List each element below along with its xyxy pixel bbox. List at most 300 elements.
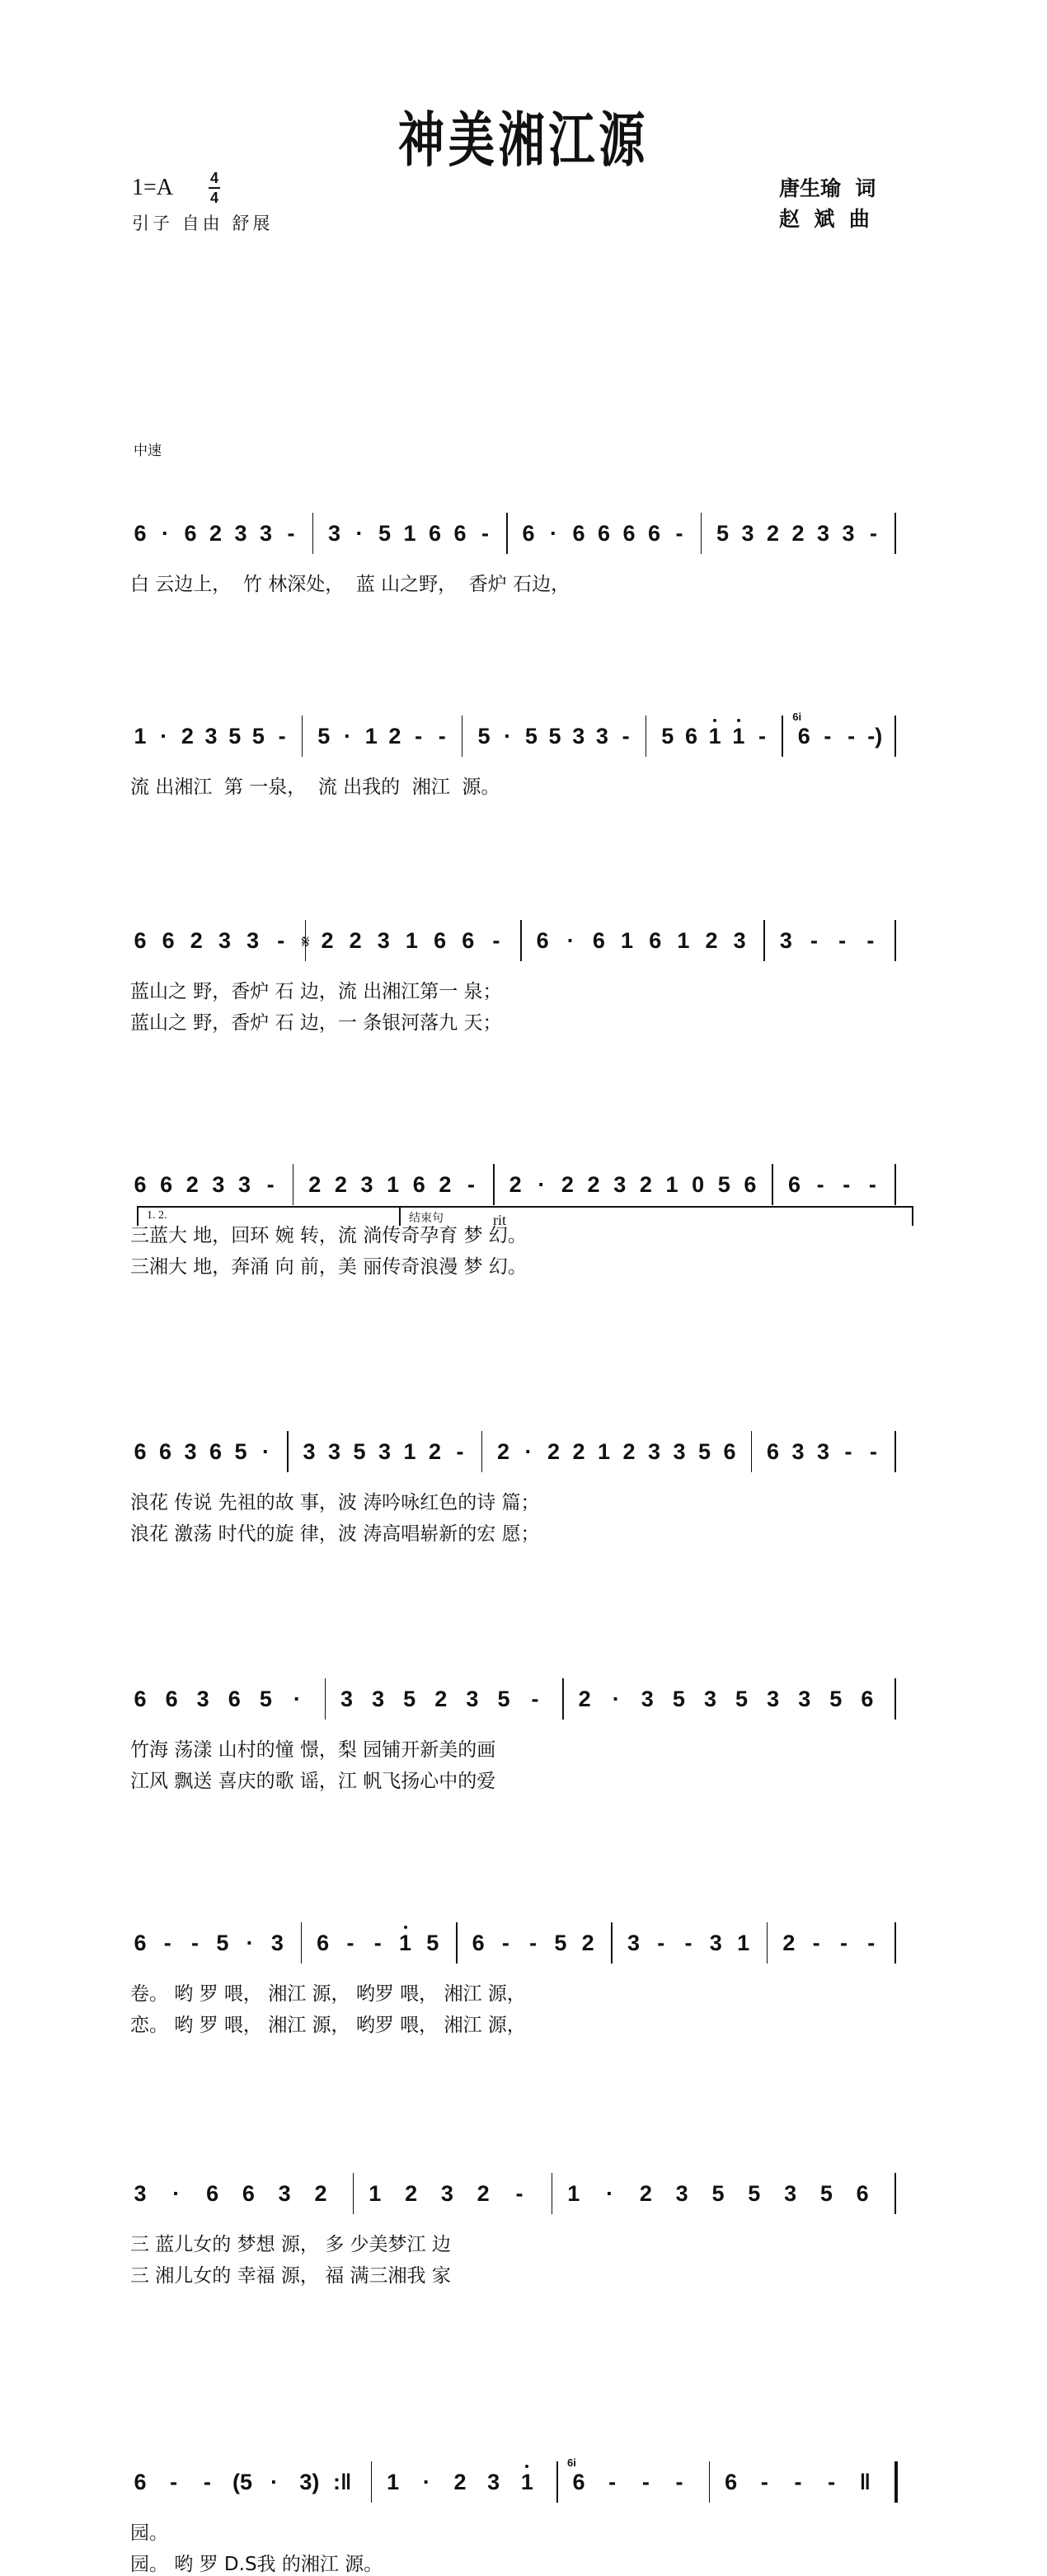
note: 3 [816, 521, 830, 546]
extension-dash: - [515, 2181, 524, 2206]
note: 5 [524, 724, 538, 748]
note: 6 [134, 1439, 147, 1464]
extension-dash: - [794, 2470, 802, 2494]
note: 2 [496, 1439, 510, 1464]
note: 6 [723, 1439, 736, 1464]
note: 3 [709, 1931, 722, 1955]
octave-up-dot [525, 2465, 528, 2468]
note: 5 [711, 2181, 725, 2206]
note: 3 [791, 1439, 805, 1464]
note: · [355, 521, 364, 546]
note: 6 [647, 521, 661, 546]
note: 3 [234, 521, 247, 546]
barline [556, 2461, 558, 2503]
extension-dash: - [641, 2470, 650, 2494]
note: 5 [251, 724, 265, 748]
note: 2 [434, 1687, 448, 1711]
note: 3 [487, 2470, 500, 2494]
lyric-line: 园。 [130, 2522, 168, 2544]
barline [353, 2173, 354, 2214]
note: 2 [439, 1172, 452, 1197]
barline [552, 2173, 553, 2214]
note: 6 [856, 2181, 869, 2206]
note: 5 [477, 724, 491, 748]
note: 2 [791, 521, 805, 546]
note: 3 [340, 1687, 354, 1711]
note: 3 [466, 1687, 479, 1711]
extension-dash: - [481, 521, 489, 546]
note: 1 [403, 521, 416, 546]
note: 3 [270, 1931, 284, 1955]
note: 1 [677, 928, 690, 953]
note: 6 [184, 521, 197, 546]
ending-phrase-bracket [399, 1206, 913, 1226]
note: 2 [782, 1931, 796, 1955]
barline [456, 1922, 458, 1964]
lyric-line: 浪花 激荡 时代的旋 律，波 涛高唱崭新的宏 愿； [130, 1523, 540, 1545]
time-signature [209, 170, 220, 206]
barline [894, 1164, 896, 1205]
note: :‖ [333, 2470, 352, 2494]
note: 2 [428, 1439, 442, 1464]
extension-dash: - [870, 521, 877, 546]
note: 6 [536, 928, 549, 953]
note: 2 [314, 2181, 327, 2206]
bracket: 3) [299, 2470, 320, 2494]
note: 1 [621, 928, 634, 953]
lyric-line: 流 出湘江 第 一泉， 流 出我的 湘江 源。 [130, 777, 500, 798]
note: 2 [209, 521, 223, 546]
note: 6 [622, 521, 636, 546]
barline [646, 716, 647, 757]
lyric-line: 三 蓝儿女的 梦想 源， 多 少美梦江 边 [130, 2234, 451, 2255]
barline [751, 1431, 753, 1472]
lyric-line: 三湘大 地，奔涌 向 前，美 丽传奇浪漫 梦 幻。 [130, 1256, 527, 1278]
note: 5 [317, 724, 331, 748]
note: 3 [246, 928, 260, 953]
note: 1 [364, 724, 378, 748]
extension-dash: - [529, 1931, 538, 1955]
extension-dash: - [824, 724, 832, 748]
extension-dash: - [278, 724, 286, 748]
note: 0 [692, 1172, 705, 1197]
note: 3 [440, 2181, 453, 2206]
note: 6 [766, 1439, 780, 1464]
note: 6 [162, 928, 175, 953]
note: 3 [278, 2181, 291, 2206]
extension-dash: - [608, 2470, 617, 2494]
barline [562, 1678, 564, 1720]
barline [767, 1922, 768, 1964]
grace-notes: 6i [567, 2456, 576, 2469]
note: 6 [861, 1687, 874, 1711]
note: · [162, 521, 169, 546]
note: 3 [372, 1687, 385, 1711]
barline [709, 2461, 711, 2503]
note: 1 [519, 2468, 535, 2496]
extension-dash: - [415, 724, 423, 748]
octave-up-dot [713, 719, 716, 722]
note: 1 [405, 928, 418, 953]
extension-dash: - [531, 1687, 539, 1711]
note: 3 [378, 1439, 392, 1464]
note: 6 [592, 928, 605, 953]
note: 3 [360, 1172, 373, 1197]
lyric-line: 三蓝大 地，回环 婉 转，流 淌传奇孕育 梦 幻。 [130, 1225, 527, 1246]
note: 2 [639, 1172, 652, 1197]
note: 5 [717, 1172, 730, 1197]
extension-dash: - [622, 724, 630, 748]
extension-dash: - [866, 928, 875, 953]
barline [287, 1431, 289, 1472]
extension-dash: - [870, 1439, 877, 1464]
extension-dash: - [266, 1172, 275, 1197]
note: 3 [134, 2181, 147, 2206]
note: 6 [134, 2470, 147, 2494]
note: 3 [767, 1687, 780, 1711]
barline [894, 2173, 896, 2214]
extension-dash: - [847, 724, 856, 748]
note: 3 [675, 2181, 688, 2206]
note: 5 [234, 1439, 247, 1464]
note: 5 [403, 1687, 416, 1711]
note: 5 [829, 1687, 843, 1711]
intro-marking: 引子 自由 舒展 [132, 213, 274, 233]
note: 3 [184, 1439, 197, 1464]
note: 6 [158, 1439, 172, 1464]
note: 5 [216, 1931, 229, 1955]
extension-dash: - [501, 1931, 509, 1955]
note: · [504, 724, 512, 748]
extension-dash: - [760, 2470, 768, 2494]
song-title: 神美湘江源 [397, 106, 650, 175]
note: 2 [587, 1172, 600, 1197]
note: 2 [453, 2470, 467, 2494]
note: 3 [641, 1687, 654, 1711]
note: 5 [697, 1439, 711, 1464]
note: 1 [665, 1172, 678, 1197]
extension-dash: - [844, 1439, 852, 1464]
note: 5 [353, 1439, 366, 1464]
note: 3 [218, 928, 231, 953]
note: 2 [578, 1687, 591, 1711]
note: 2 [308, 1172, 322, 1197]
extension-dash: - [467, 1172, 476, 1197]
note: 2 [547, 1439, 561, 1464]
lyric-line: 园。 哟 罗 D.S我 的湘江 源。 [130, 2554, 383, 2575]
note: 3 [741, 521, 754, 546]
note: 6 [228, 1687, 241, 1711]
note: · [524, 1439, 533, 1464]
extension-dash: - [438, 724, 446, 748]
lyric-line: 竹海 荡漾 山村的憧 憬，梨 园铺开新美的画 [130, 1739, 496, 1761]
note: 6 [572, 2470, 585, 2494]
note: 6 [522, 521, 535, 546]
extension-dash: - [838, 928, 847, 953]
barline [894, 920, 896, 961]
note: 3 [784, 2181, 797, 2206]
lyric-line: 卷。 哟 罗 喂， 湘江 源， 哟罗 喂， 湘江 源， [130, 1983, 526, 2005]
barline [325, 1678, 326, 1720]
note: · [566, 928, 575, 953]
note: 2 [509, 1172, 522, 1197]
barline [493, 1164, 495, 1205]
time-signature-divider [209, 187, 220, 189]
extension-dash: - [816, 1172, 824, 1197]
note: 5 [748, 2181, 761, 2206]
note: 6 [134, 1172, 147, 1197]
note: 2 [349, 928, 362, 953]
barline [371, 2461, 373, 2503]
barline [301, 1922, 303, 1964]
note: 6 [428, 521, 442, 546]
note: 1 [707, 722, 723, 750]
barline [894, 1922, 896, 1964]
lyricist-credit: 唐生瑜 词 [779, 176, 876, 200]
barline [894, 1431, 896, 1472]
barline [782, 716, 783, 757]
extension-dash: - [675, 521, 683, 546]
extension-dash: - [675, 2470, 683, 2494]
note: 3 [196, 1687, 209, 1711]
barline [894, 1678, 896, 1720]
note: 5 [548, 724, 561, 748]
extension-dash: - [868, 1172, 876, 1197]
note: 5 [661, 724, 674, 748]
lyric-line: 蓝山之 野，香炉 石 边，流 出湘江第一 泉； [130, 981, 502, 1002]
note: 3 [613, 1172, 627, 1197]
note: 5 [497, 1687, 510, 1711]
note: 3 [779, 928, 792, 953]
note: 3 [647, 1439, 661, 1464]
note: 6 [797, 724, 810, 748]
note: · [293, 1687, 301, 1711]
note: 1 [737, 1931, 750, 1955]
segno-sign: 𝄋 [302, 931, 310, 952]
barline [506, 513, 508, 554]
extension-dash: - [828, 2470, 836, 2494]
note: 3 [842, 521, 855, 546]
note: ‖ [859, 2470, 871, 2494]
note: 6 [725, 2470, 738, 2494]
note: · [550, 521, 557, 546]
note: 5 [378, 521, 392, 546]
note: 6 [453, 521, 467, 546]
note: 6 [472, 1931, 485, 1955]
octave-up-dot [404, 1926, 407, 1929]
note: 2 [705, 928, 718, 953]
barline [520, 920, 522, 961]
note: 2 [321, 928, 334, 953]
extension-dash: - [810, 928, 819, 953]
note: 6 [165, 1687, 178, 1711]
note: 5 [228, 724, 242, 748]
note: 6 [597, 521, 611, 546]
extension-dash: - [867, 1931, 876, 1955]
note: · [246, 1931, 254, 1955]
note: 3 [259, 521, 273, 546]
note: 2 [388, 724, 401, 748]
note: 6 [462, 928, 475, 953]
lyric-line: 浪花 传说 先祖的故 事，波 涛吟咏红色的诗 篇； [130, 1492, 540, 1513]
note: 2 [405, 2181, 418, 2206]
barline [312, 513, 314, 554]
extension-dash: - [839, 1931, 847, 1955]
note: 2 [572, 1439, 585, 1464]
extension-dash: - [812, 1931, 820, 1955]
extension-dash: - [346, 1931, 354, 1955]
note: 6 [134, 1687, 147, 1711]
note: 6 [434, 928, 447, 953]
time-signature-bottom: 4 [209, 189, 218, 206]
octave-up-dot [737, 719, 740, 722]
note: 5 [672, 1687, 685, 1711]
note: 1 [597, 1439, 611, 1464]
barline [293, 1164, 294, 1205]
note: 3 [798, 1687, 811, 1711]
note: 1 [730, 722, 747, 750]
lyric-line: 三 湘儿女的 幸福 源， 福 满三湘我 家 [130, 2265, 451, 2287]
note: 2 [181, 724, 194, 748]
note: 3 [733, 928, 746, 953]
extension-dash: - [657, 1931, 665, 1955]
composer-credit: 赵 斌 曲 [779, 207, 870, 231]
note: · [160, 724, 168, 748]
barline [701, 513, 702, 554]
note: 2 [334, 1172, 347, 1197]
note: 1 [567, 2181, 580, 2206]
note: 3 [303, 1439, 316, 1464]
note: 1 [403, 1439, 416, 1464]
extension-dash: - [191, 1931, 200, 1955]
credits [779, 173, 876, 234]
ending-phrase-label: 结束句 [409, 1213, 444, 1225]
note: 6 [160, 1172, 173, 1197]
note: 6 [412, 1172, 425, 1197]
note: 2 [561, 1172, 574, 1197]
note: 5 [819, 2181, 833, 2206]
note: 6 [684, 724, 697, 748]
note: 3 [212, 1172, 225, 1197]
lyric-line: 江风 飘送 喜庆的歌 谣，江 帆飞扬心中的爱 [130, 1771, 496, 1792]
note: 3 [238, 1172, 251, 1197]
barline [894, 2461, 898, 2503]
note: 5 [735, 1687, 749, 1711]
note: 3 [377, 928, 390, 953]
note: 3 [816, 1439, 830, 1464]
note: 2 [639, 2181, 652, 2206]
note: · [612, 1687, 620, 1711]
time-signature-top: 4 [209, 170, 218, 186]
note: 6 [134, 521, 147, 546]
note: 2 [185, 1172, 199, 1197]
volta-label: 1. 2. [147, 1209, 167, 1222]
note: 2 [190, 928, 203, 953]
note: 5 [716, 521, 730, 546]
extension-dash: - [163, 1931, 171, 1955]
extension-dash: - [373, 1931, 382, 1955]
note: 6 [787, 1172, 801, 1197]
note: 6 [572, 521, 585, 546]
note: 3 [595, 724, 608, 748]
barline [894, 716, 896, 757]
note: 2 [622, 1439, 636, 1464]
note: 3 [572, 724, 585, 748]
barline [462, 716, 463, 757]
barline [302, 716, 303, 757]
extension-dash: - [203, 2470, 211, 2494]
barline [611, 1922, 613, 1964]
note: 3 [703, 1687, 716, 1711]
lyric-line: 蓝山之 野，香炉 石 边，一 条银河落九 天； [130, 1012, 502, 1034]
note: 1 [387, 2470, 400, 2494]
extension-dash: - [287, 521, 295, 546]
note: · [172, 2181, 181, 2206]
note: 6 [649, 928, 662, 953]
note: · [344, 724, 352, 748]
extension-dash: - [684, 1931, 693, 1955]
note: 1 [369, 2181, 382, 2206]
barline [763, 920, 765, 961]
note: · [538, 1172, 546, 1197]
note: 5 [426, 1931, 439, 1955]
note: 1 [387, 1172, 400, 1197]
note: 3 [673, 1439, 686, 1464]
note: 5 [554, 1931, 567, 1955]
tempo-marking: 中速 [134, 443, 162, 459]
note: · [422, 2470, 430, 2494]
key-signature: 1=A [132, 175, 174, 200]
extension-dash: - [843, 1172, 851, 1197]
note: 5 [259, 1687, 272, 1711]
note: · [606, 2181, 614, 2206]
volta-bracket-1-2 [137, 1206, 399, 1226]
note: 3 [327, 521, 341, 546]
note: 3 [204, 724, 218, 748]
note: 6 [744, 1172, 757, 1197]
note: 6 [134, 1931, 147, 1955]
note: 6 [317, 1931, 330, 1955]
barline [481, 1431, 483, 1472]
note: 3 [627, 1931, 640, 1955]
note: 6 [206, 2181, 219, 2206]
ritardando-marking: rit [493, 1212, 506, 1228]
extension-dash: - [492, 928, 500, 953]
bracket: (5 [232, 2470, 253, 2494]
extension-dash: - [277, 928, 285, 953]
lyric-line: 恋。 哟 罗 喂， 湘江 源， 哟罗 喂， 湘江 源， [130, 2015, 526, 2036]
note: 2 [766, 521, 780, 546]
lyric-line: 白 云边上， 竹 林深处， 蓝 山之野， 香炉 石边， [130, 574, 570, 595]
note: 2 [477, 2181, 490, 2206]
extension-dash: - [456, 1439, 464, 1464]
bracket: -) [867, 724, 883, 748]
note: 6 [209, 1439, 223, 1464]
note: 2 [581, 1931, 594, 1955]
note: · [262, 1439, 270, 1464]
note: 6 [242, 2181, 255, 2206]
extension-dash: - [170, 2470, 178, 2494]
note: 6 [134, 928, 147, 953]
note: 3 [327, 1439, 341, 1464]
extension-dash: - [758, 724, 767, 748]
note: · [270, 2470, 279, 2494]
barline [894, 513, 896, 554]
note: 1 [397, 1929, 414, 1957]
grace-notes: 6i [792, 711, 802, 723]
note: 1 [134, 724, 147, 748]
barline [772, 1164, 773, 1205]
